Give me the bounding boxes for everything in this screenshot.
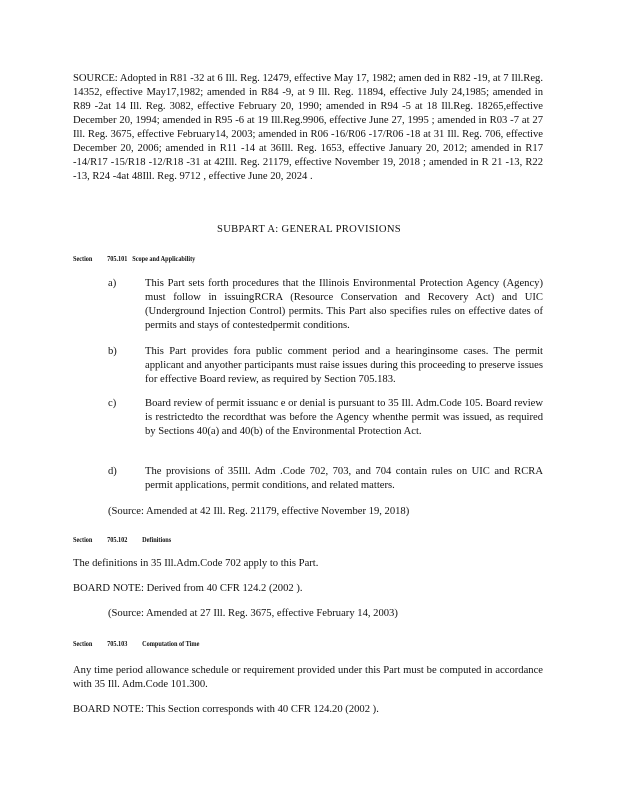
source-citation-705-102: (Source: Amended at 27 Ill. Reg. 3675, effective February 14, 2003): [108, 608, 398, 619]
item-letter: a): [108, 278, 117, 289]
item-text: The provisions of 35Ill. Adm .Code 702, 703, and 704 contain rules on UIC and RCRA permit applications, permit conditions, and related matters.: [145, 466, 543, 491]
subpart-title: SUBPART A: GENERAL PROVISIONS: [217, 224, 401, 235]
section-label: Section: [73, 639, 93, 648]
item-letter: c): [108, 398, 117, 409]
item-letter: b): [108, 346, 117, 357]
section-label: Section: [73, 535, 93, 544]
section-title: Computation of Time: [142, 639, 200, 648]
board-note-705-103: BOARD NOTE: This Section corresponds with 40 CFR 124.20 (2002 ).: [73, 704, 379, 715]
item-text: Board review of permit issuanc e or denial is pursuant to 35 Ill. Adm.Code 105. Board review is restrictedto the recordthat was before the Agency whenthe permit was issued, as required by Sections 40(a) and 40(b) of the Environmental Protection Act.: [145, 398, 543, 437]
section-body-705-103: Any time period allowance schedule or requirement provided under this Part must be computed in accordance with 35 Ill. Adm.Code 101.300.: [73, 665, 543, 690]
section-title: Definitions: [142, 535, 172, 544]
section-heading-705-102: [73, 535, 171, 544]
source-citation-705-101: (Source: Amended at 42 Ill. Reg. 21179, effective November 19, 2018): [108, 506, 410, 517]
source-note: SOURCE: Adopted in R81 -32 at 6 Ill. Reg. 12479, effective May 17, 1982; amen ded in R82 -19, at 7 Ill.Reg. 14352, effective May17,1982; amended in R84 -9, at 9 Ill. Reg. 11894, effective July 24,1985; amended in R89 -2at 14 Ill. Reg. 3082, effective February 20, 1990; amended in R94 -5 at 18 Ill.Reg. 18265,effective December 20, 1994; amended in R95 -6 at 19 Ill.Reg.9906, effective June 27, 1995 ; amended in R03 -7 at 27 Ill. Reg. 3675, effective February14, 2003; amended in R06 -16/R06 -17/R06 -18 at 31 Ill. Reg. 706, effective December 20, 2006; amended in R11 -14 at 36Ill. Reg. 1653, effective January 20, 2012; amended in R17 -14/R17 -15/R18 -12/R18 -31 at 42Ill. Reg. 21179, effective November 19, 2018 ; amended in R 21 -13, R22 -13, R24 -4at 48Ill. Reg. 9712 , effective June 20, 2024 .: [73, 73, 543, 182]
item-text: This Part provides fora public comment period and a hearinginsome cases. The permit applicant and anyother participants must raise issues during this proceeding to preserve issues for effective Board review, as required by Section 705.183.: [145, 346, 543, 385]
section-label: Section: [73, 254, 93, 263]
section-number: 705.103: [107, 639, 128, 648]
section-number: 705.101: [107, 254, 128, 263]
item-letter: d): [108, 466, 117, 477]
section-heading-705-101: [73, 254, 195, 263]
board-note-705-102: BOARD NOTE: Derived from 40 CFR 124.2 (2002 ).: [73, 583, 303, 594]
section-number: 705.102: [107, 535, 128, 544]
section-title: Scope and Applicability: [132, 254, 196, 263]
section-heading-705-103: [73, 639, 199, 648]
item-text: This Part sets forth procedures that the Illinois Environmental Protection Agency (Agency) must follow in issuingRCRA (Resource Conservation and Recovery Act) and UIC (Underground Injection Control) permits. This Part also specifies rules on effective dates of permits and stays of contestedpermit conditions.: [145, 278, 543, 331]
section-body-705-102: The definitions in 35 Ill.Adm.Code 702 apply to this Part.: [73, 558, 319, 569]
